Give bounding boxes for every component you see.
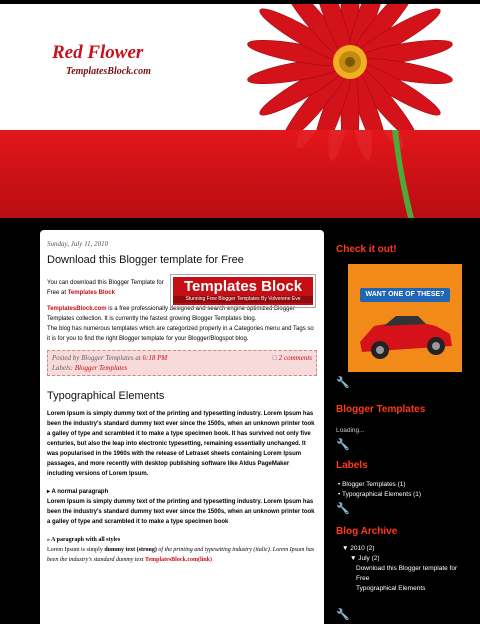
red-car-image — [348, 264, 462, 372]
normal-paragraph-heading: ▸ A normal paragraph — [47, 489, 109, 495]
labels-prefix: Labels: — [52, 364, 73, 372]
edit-wrench-icon[interactable]: 🔧 — [336, 439, 350, 451]
check-it-out-heading: Check it out! — [336, 244, 397, 255]
post-body — [47, 304, 317, 344]
post-intro — [47, 278, 165, 298]
post-date: Sunday, July 11, 2010 — [47, 240, 109, 248]
labels-heading: Labels — [336, 460, 368, 471]
styles-link[interactable]: TemplatesBlock.com(link) — [145, 557, 212, 563]
typography-paragraph: Lorem Ipsum is simply dummy text of the printing and typesetting industry. Lorem Ipsum has been the industry's standard dummy text ever since the 1500s, when an unknown printer took a galley of type and scrambled it to make a type specimen book. It has survived not only five centuries, but also the leap into electronic typesetting, remaining essentially unchanged. It was popularised in the 1960s with the release of Letraset sheets containing Lorem Ipsum passages, and more recently with desktop publishing software like Aldus PageMaker including versions of Lorem Ipsum. — [47, 411, 315, 477]
sidebar — [336, 230, 472, 624]
templates-block-link[interactable]: Templates Block — [67, 290, 115, 296]
blog-archive-heading: Blog Archive — [336, 526, 398, 537]
archive-year[interactable]: ▼ 2010 (2) — [342, 545, 375, 552]
styles-paragraph-heading: » A paragraph with all styles — [47, 537, 121, 543]
label-item[interactable]: • Typographical Elements (1) — [338, 491, 422, 498]
logo-tagline: Stunning Free Blogger Templates By Volverene Eve — [173, 296, 313, 303]
templatesblock-link[interactable]: TemplatesBlock.com — [47, 306, 107, 312]
main-content — [40, 230, 324, 624]
label-item[interactable]: • Blogger Templates (1) — [338, 481, 406, 488]
logo-title: Templates Block — [183, 278, 303, 295]
body-text-a: is a free professionally designed and search engine optimized Blogger Templates collection. It is currently the fastest growing Blogger Templates blog. — [47, 306, 295, 322]
comments-count: 2 comments — [278, 354, 312, 362]
post-footer — [47, 350, 317, 376]
comment-icon: □ — [272, 354, 277, 362]
styles-paragraph: Lorem Ipsum is simply dummy text (strong) of the printing and typesetting industry (italic). Lorem Ipsum has been the industry's standard dummy text TemplatesBlock.com(link) — [47, 547, 315, 563]
edit-wrench-icon[interactable]: 🔧 — [336, 503, 350, 515]
edit-wrench-icon[interactable]: 🔧 — [336, 609, 350, 621]
intro-text: You can download this Blogger Template for Free at — [47, 280, 164, 296]
archive-post-link[interactable]: Typographical Elements — [356, 585, 426, 592]
car-ad-banner[interactable] — [348, 264, 462, 372]
blog-header — [0, 0, 480, 222]
blog-title[interactable]: Red Flower — [52, 42, 144, 63]
flower-stem-image — [0, 130, 480, 218]
ad-text: WANT ONE OF THESE? — [360, 288, 450, 302]
post-title[interactable]: Download this Blogger template for Free — [47, 254, 244, 266]
body-text-b: The blog has numerous templates which are categorized properly in a Categories menu and Tags so it is for you to find the right Blogger template for your Blogger/Blogspot blog. — [47, 326, 314, 342]
label-link[interactable]: Blogger Templates — [74, 364, 128, 372]
edit-wrench-icon[interactable]: 🔧 — [336, 377, 350, 389]
posted-by: Posted by Blogger Templates at — [52, 354, 141, 362]
post-title-typography[interactable]: Typographical Elements — [47, 390, 165, 402]
blog-subtitle: TemplatesBlock.com — [66, 66, 151, 77]
normal-paragraph: Lorem Ipsum is simply dummy text of the printing and typesetting industry. Lorem Ipsum has been the industry's standard dummy text ever since the 1500s, when an unknown printer took a galley of type and scrambled it to make a type specimen book — [47, 499, 315, 525]
header-banner — [0, 4, 480, 130]
post-time-link[interactable]: 6:18 PM — [142, 354, 168, 362]
comments-link[interactable] — [273, 353, 312, 363]
archive-month[interactable]: ▼ July (2) — [350, 555, 380, 562]
archive-post-link[interactable]: Download this Blogger template for Free — [356, 565, 458, 582]
blogger-templates-heading: Blogger Templates — [336, 404, 426, 415]
templates-block-logo[interactable] — [170, 274, 316, 308]
loading-text: Loading... — [336, 427, 365, 434]
header-description-band — [0, 130, 480, 218]
